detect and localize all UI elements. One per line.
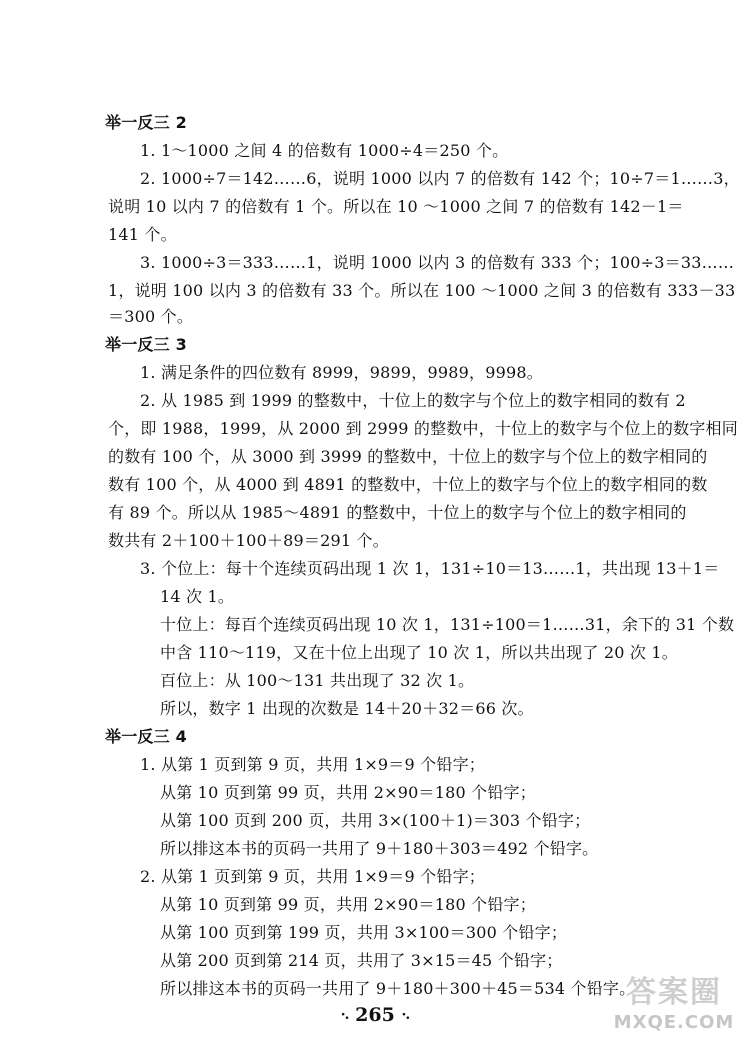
text-line: 中含 110～119，又在十位上出现了 10 次 1，所以共出现了 20 次 1。	[160, 643, 678, 662]
text-line: 说明 10 以内 7 的倍数有 1 个。所以在 10 ～1000 之间 7 的倍数有 142－1＝	[108, 197, 684, 216]
section-heading: 举一反三 4	[105, 727, 187, 746]
text-line: 从第 100 页到 200 页，共用 3×(100＋1)＝303 个铅字；	[160, 811, 591, 830]
text-line: 3. 1000÷3＝333……1，说明 1000 以内 3 的倍数有 333 个；100÷3＝33……	[140, 253, 735, 272]
watermark	[604, 974, 744, 1048]
text-line: ＝300 个。	[108, 307, 194, 326]
text-line: 从第 10 页到第 99 页，共用 2×90＝180 个铅字；	[160, 895, 536, 914]
text-line: 所以排这本书的页码一共用了 9＋180＋303＝492 个铅字。	[160, 839, 599, 858]
text-line: 141 个。	[108, 225, 177, 244]
text-line: 的数有 100 个，从 3000 到 3999 的整数中，十位上的数字与个位上的数字相同的	[108, 447, 708, 466]
page-number-value: 265	[355, 1004, 395, 1026]
text-line: 百位上：从 100～131 共出现了 32 次 1。	[160, 671, 475, 690]
text-line: 2. 从第 1 页到第 9 页，共用 1×9＝9 个铅字；	[140, 867, 485, 886]
text-line: 从第 200 页到第 214 页，共用了 3×15＝45 个铅字；	[160, 951, 563, 970]
text-line: 个，即 1988，1999，从 2000 到 2999 的整数中，十位上的数字与个位上的数字相同	[108, 419, 738, 438]
text-line: 2. 从 1985 到 1999 的整数中，十位上的数字与个位上的数字相同的数有 2	[140, 391, 686, 410]
ornament-right: ·.	[401, 1007, 410, 1023]
text-line: 3. 个位上：每十个连续页码出现 1 次 1，131÷10＝13……1，共出现 13＋1＝	[140, 559, 720, 578]
text-line: 14 次 1。	[160, 587, 235, 606]
text-line: 所以，数字 1 出现的次数是 14＋20＋32＝66 次。	[160, 699, 534, 718]
text-line: 十位上：每百个连续页码出现 10 次 1，131÷100＝1……31，余下的 31 个数	[160, 615, 735, 634]
text-line: 有 89 个。所以从 1985～4891 的整数中，十位上的数字与个位上的数字相同的	[108, 503, 687, 522]
ornament-left: ·.	[340, 1007, 349, 1023]
watermark-url: MXQE.COM	[613, 1012, 735, 1033]
text-line: 1，说明 100 以内 3 的倍数有 33 个。所以在 100 ～1000 之间 3 的倍数有 333－33	[108, 281, 736, 300]
text-line: 2. 1000÷7＝142……6，说明 1000 以内 7 的倍数有 142 个；10÷7＝1……3，	[140, 169, 740, 188]
text-line: 1. 从第 1 页到第 9 页，共用 1×9＝9 个铅字；	[140, 755, 485, 774]
text-line: 从第 100 页到第 199 页，共用 3×100＝300 个铅字；	[160, 923, 568, 942]
watermark-logo: 答案圈	[626, 975, 722, 1010]
text-line: 从第 10 页到第 99 页，共用 2×90＝180 个铅字；	[160, 783, 536, 802]
text-line: 所以排这本书的页码一共用了 9＋180＋300＋45＝534 个铅字。	[160, 979, 636, 998]
text-line: 数共有 2＋100＋100＋89＝291 个。	[108, 531, 389, 550]
text-line: 1. 1～1000 之间 4 的倍数有 1000÷4＝250 个。	[140, 141, 509, 160]
text-line: 1. 满足条件的四位数有 8999，9899，9989，9998。	[140, 363, 543, 382]
text-line: 数有 100 个，从 4000 到 4891 的整数中，十位上的数字与个位上的数字相同的数	[108, 475, 708, 494]
section-heading: 举一反三 3	[105, 335, 187, 354]
section-heading: 举一反三 2	[105, 113, 187, 132]
